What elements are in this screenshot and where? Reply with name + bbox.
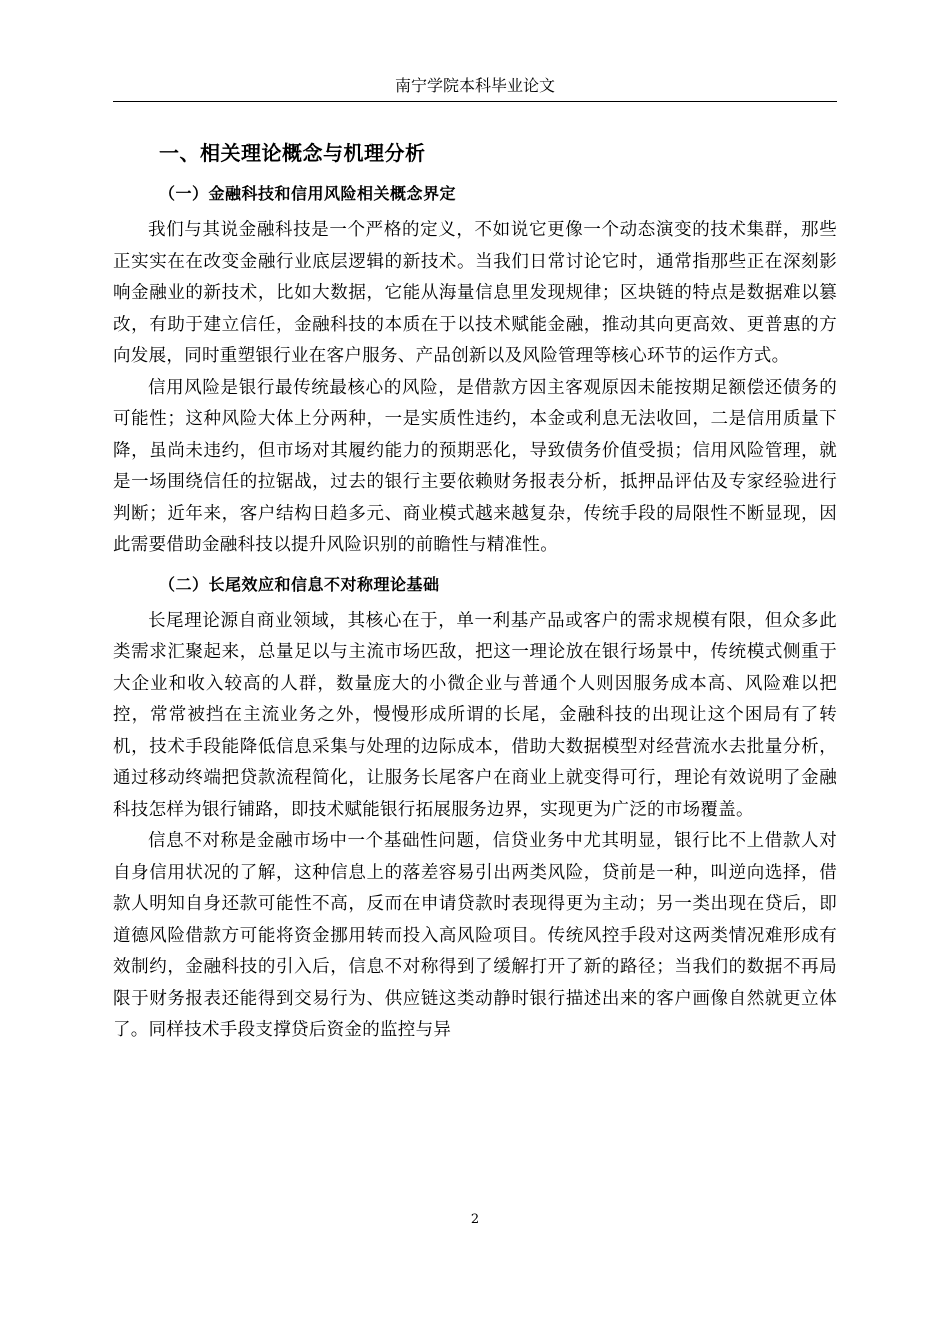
paragraph: 信息不对称是金融市场中一个基础性问题，信贷业务中尤其明显，银行比不上借款人对自身信用状况的了解，这种信息上的落差容易引出两类风险，贷前是一种，叫逆向选择，借款人明知自身还款可能性不高，反而在申请贷款时表现得更为主动；另一类出现在贷后，即道德风险借款方可能将资金挪用转而投入高风险项目。传统风控手段对这两类情况难形成有效制约，金融科技的引入后，信息不对称得到了缓解打开了新的路径；当我们的数据不再局限于财务报表还能得到交易行为、供应链这类动静时银行描述出来的客户画像自然就更立体了。同样技术手段支撑贷后资金的监控与异 <box>113 831 837 1040</box>
subsection-title: （一）金融科技和信用风险相关概念界定 <box>159 184 457 203</box>
header-rule <box>113 101 837 102</box>
page-number: 2 <box>470 1212 480 1227</box>
paragraph: 信用风险是银行最传统最核心的风险，是借款方因主客观原因未能按期足额偿还债务的可能性；这种风险大体上分两种，一是实质性违约，本金或利息无法收回，二是信用质量下降，虽尚未违约，但市场对其履约能力的预期恶化，导致债务价值受损；信用风险管理，就是一场围绕信任的拉锯战，过去的银行主要依赖财务报表分析，抵押品评估及专家经验进行判断；近年来，客户结构日趋多元、商业模式越来越复杂，传统手段的局限性不断显现，因此需要借助金融科技以提升风险识别的前瞻性与精准性。 <box>113 377 837 555</box>
subsection-title: （二）长尾效应和信息不对称理论基础 <box>159 574 440 594</box>
paragraph: 我们与其说金融科技是一个严格的定义，不如说它更像一个动态演变的技术集群，那些正实实在在改变金融行业底层逻辑的新技术。当我们日常讨论它时，通常指那些正在深刻影响金融业的新技术，比如大数据，它能从海量信息里发现规律；区块链的特点是数据难以篡改，有助于建立信任，金融科技的本质在于以技术赋能金融，推动其向更高效、更普惠的方向发展，同时重塑银行业在客户服务、产品创新以及风险管理等核心环节的运作方式。 <box>113 220 837 366</box>
main-content <box>113 135 837 1047</box>
running-header: 南宁学院本科毕业论文 <box>394 76 555 95</box>
paragraph: 长尾理论源自商业领域，其核心在于，单一利基产品或客户的需求规模有限，但众多此类需求汇聚起来，总量足以与主流市场匹敌，把这一理论放在银行场景中，传统模式侧重于大企业和收入较高的人群，数量庞大的小微企业与普通个人则因服务成本高、风险难以把控，常常被挡在主流业务之外，慢慢形成所谓的长尾，金融科技的出现让这个困局有了转机，技术手段能降低信息采集与处理的边际成本，借助大数据模型对经营流水去批量分析，通过移动终端把贷款流程简化，让服务长尾客户在商业上就变得可行，理论有效说明了金融科技怎样为银行铺路，即技术赋能银行拓展服务边界，实现更为广泛的市场覆盖。 <box>113 610 837 820</box>
section-title: 一、相关理论概念与机理分析 <box>159 141 426 165</box>
